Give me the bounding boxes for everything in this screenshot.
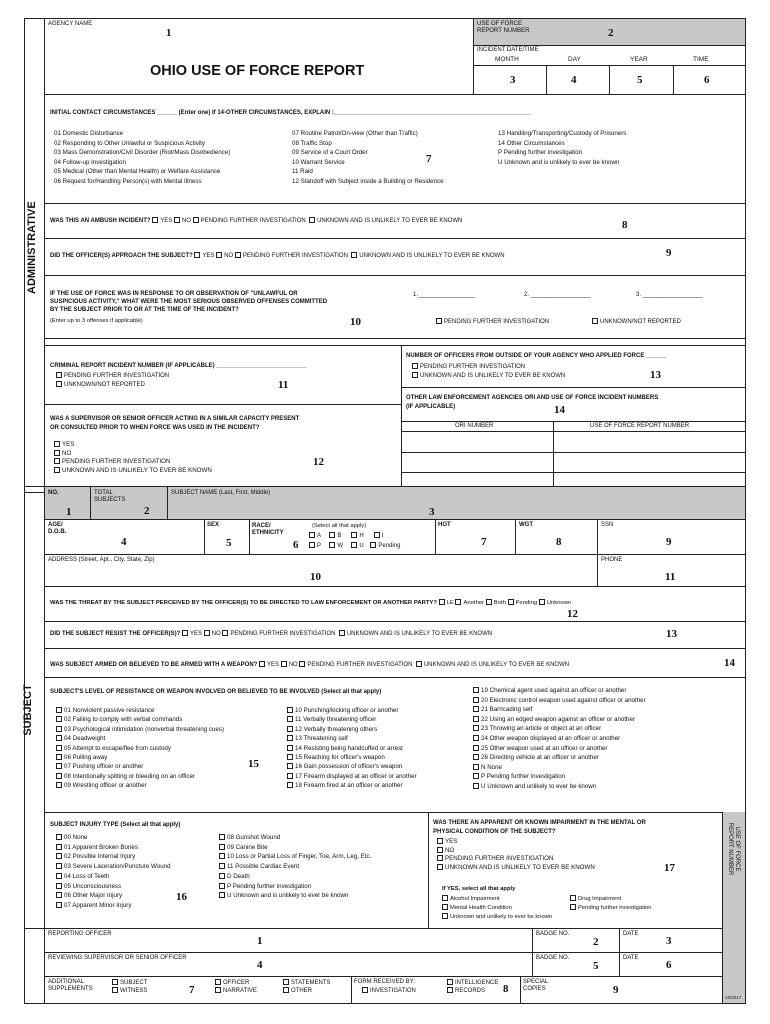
impair-no-checkbox[interactable] [437,847,443,853]
age-dob-label: AGE/ D.O.B. [48,522,67,535]
special-copies-field[interactable]: 9 [613,984,619,996]
reviewing-supervisor-field[interactable]: 4 [257,959,263,971]
injury-option-checkbox[interactable] [56,902,62,908]
armed-pending-checkbox[interactable] [299,661,305,667]
height-label: HGT [438,522,451,528]
impair-sub-pending-checkbox[interactable] [570,904,576,910]
resistance-option-checkbox[interactable] [56,726,62,732]
race-field-number: 6 [293,539,299,551]
approach-no-checkbox[interactable] [216,252,222,258]
outside-field-number: 13 [650,369,661,381]
impair-pending-checkbox[interactable] [437,855,443,861]
recv-intelligence-checkbox[interactable] [447,979,453,985]
offenses-pending-checkbox[interactable] [436,318,442,324]
resistance-option-checkbox[interactable] [287,716,293,722]
resistance-option-checkbox[interactable] [473,706,479,712]
resistance-option-checkbox[interactable] [473,745,479,751]
resistance-field-number: 15 [248,758,259,770]
supplements-field-number: 7 [189,984,195,996]
outside-pending-checkbox[interactable] [412,363,418,369]
threat-pending-checkbox[interactable] [508,599,514,605]
race-h-checkbox[interactable] [351,532,357,538]
impairment-question-2: PHYSICAL CONDITION OF THE SUBJECT? [433,829,556,835]
outside-unknown-checkbox[interactable] [412,372,418,378]
supp-narrative-checkbox[interactable] [215,987,221,993]
weight-label: WGT [519,522,533,528]
badge-no-field[interactable]: 2 [593,936,599,948]
ambush-pending-checkbox[interactable] [193,217,199,223]
month-label: MONTH [495,56,519,63]
impairment-field-number: 17 [664,862,675,874]
criminal-report-label: CRIMINAL REPORT INCIDENT NUMBER (IF APPLICABLE) ___________________________ [50,363,307,369]
impairment-sub-drug: Drug Impairment [570,895,621,903]
resistance-option-checkbox[interactable] [473,735,479,741]
weight-field[interactable]: 8 [556,536,562,548]
recv-intelligence: INTELLIGENCE [447,979,498,987]
date-label: DATE [623,931,639,937]
resist-no-checkbox[interactable] [204,630,210,636]
reviewer-badge-label: BADGE NO. [536,955,570,961]
side-uof-report-number: USE OF FORCE REPORT NUMBER [727,822,740,876]
subject-no-label: NO. [48,490,59,496]
year-label: YEAR [630,56,648,63]
injury-label: SUBJECT INJURY TYPE (Select all that apply) [50,822,181,828]
mental-health-checkbox[interactable] [442,904,448,910]
height-field[interactable]: 7 [481,536,487,548]
supp-officer: OFFICER [215,979,249,987]
supervisor-pending-checkbox[interactable] [54,458,60,464]
additional-supplements-label: ADDITIONAL SUPPLEMENTS [48,979,93,992]
impairment-sub-row2: Mental Health Condition [442,904,512,912]
uof-report-header: USE OF FORCE REPORT NUMBER [590,423,690,429]
race-options-row1: A B H I [309,532,383,540]
outside-unknown: UNKNOWN AND IS UNLIKELY TO EVER BE KNOWN [412,372,565,380]
form-received-label: FORM RECEIVED BY: [354,979,416,985]
injury-option-checkbox[interactable] [219,892,225,898]
injury-field-number: 16 [176,891,187,903]
reporting-officer-field[interactable]: 1 [257,935,263,947]
supp-statements-checkbox[interactable] [283,979,289,985]
resistance-option-checkbox[interactable] [56,745,62,751]
threat-field-number: 12 [567,608,578,620]
resistance-col1: 01 Nonviolent passive resistance 02 Failing to comply with verbal commands 03 Psychological intimidation (nonverbal threatening cues) 04 Deadweight 05 Attempt to escape/flee from custody 06 Pulling away 07 Pushing officer or another 08 Intentionally spitting or bleeding on an officer 09 Wrestling officer or another [56,706,224,791]
injury-option-checkbox[interactable] [219,883,225,889]
subject-name-field[interactable]: 3 [429,506,435,518]
uof-number-field[interactable]: 2 [608,27,614,39]
impairment-options: YES NO PENDING FURTHER INVESTIGATION UNKNOWN AND IS UNLIKELY TO EVER BE KNOWN [437,838,595,872]
threat-question: WAS THE THREAT BY THE SUBJECT PERCEIVED BY THE OFFICER(S) TO BE DIRECTED TO LAW ENFORCEMENT OR ANOTHER PARTY? LE Another Both Pending Unknown [50,600,572,606]
phone-field[interactable]: 11 [665,571,676,583]
race-b-checkbox[interactable] [329,532,335,538]
agency-name-label: AGENCY NAME [48,21,93,27]
other-le-field-number: 14 [554,404,565,416]
supp-other: OTHER [283,987,312,995]
initial-contact-label: INITIAL CONTACT CIRCUMSTANCES ______ (Enter one) If 14-OTHER CIRCUMSTANCES, EXPLAIN :___________________________________________________________ [50,110,531,116]
resistance-option-checkbox[interactable] [287,726,293,732]
approach-field-number: 9 [666,247,672,259]
supervisor-field-number: 12 [313,456,324,468]
injury-option-checkbox[interactable] [56,844,62,850]
race-w-checkbox[interactable] [329,542,335,548]
reviewer-date-field[interactable]: 6 [666,959,672,971]
initial-col1: 01 Domestic Disturbance 02 Responding to Other Unlawful or Suspicious Activity 03 Mass Demonstration/Civil Disorder (Riot/Mass Disobedience) 04 Follow-up Investigation 05 Medical (Other than Mental Health) or Welfare Assistance 06 Request for/Handling Person(s) with Mental Illness [54,130,231,185]
offense-3-field[interactable]: 3. __________________ [636,292,703,298]
supp-subject-checkbox[interactable] [112,979,118,985]
injury-option-checkbox[interactable] [219,863,225,869]
age-dob-field[interactable]: 4 [121,536,127,548]
injury-option-checkbox[interactable] [219,873,225,879]
armed-yes-checkbox[interactable] [259,661,265,667]
supp-officer-checkbox[interactable] [215,979,221,985]
resistance-option-checkbox[interactable] [287,754,293,760]
ori-number-header: ORI NUMBER [455,423,494,429]
supervisor-question: WAS A SUPERVISOR OR SENIOR OFFICER ACTING IN A SIMILAR CAPACITY PRESENT [50,416,300,422]
initial-col3: 13 Handling/Transporting/Custody of Prisoners 14 Other Circumstances P Pending further investigation U Unknown and is unlikely to ever be known [498,130,627,166]
resistance-label: SUBJECT'S LEVEL OF RESISTANCE OR WEAPON INVOLVED OR BELIEVED TO BE INVOLVED (Select all that apply) [50,689,382,695]
impairment-sub-pending: Pending further investigation [570,904,651,912]
armed-question: WAS SUBJECT ARMED OR BELIEVED TO BE ARMED WITH A WEAPON? YES NO PENDING FURTHER INVESTIGATION UNKNOWN AND IS UNLIKELY TO EVER BE KNOWN [50,662,570,668]
race-i-checkbox[interactable] [374,532,380,538]
subject-no-field[interactable]: 1 [66,506,72,518]
offenses-question: IF THE USE OF FORCE WAS IN RESPONSE TO OR OBSERVATION OF "UNLAWFUL OR [50,291,298,297]
criminal-field-number: 11 [278,379,289,391]
alcohol-checkbox[interactable] [442,895,448,901]
injury-option-checkbox[interactable] [56,863,62,869]
resistance-option-checkbox[interactable] [473,687,479,693]
offenses-pending: PENDING FURTHER INVESTIGATION [436,318,549,326]
special-copies-label: SPECIAL COPIES [523,979,549,992]
threat-le-checkbox[interactable] [439,599,445,605]
resistance-col2: 10 Punching/kicking officer or another 11 Verbally threatening officer 12 Verbally threatening others 13 Threatening self 14 Resisting being handcuffed or arrest 15 Reaching for officer's weapon 16 Gain possession of officer's weapon 17 Firearm displayed at an officer or another 18 Firearm fired at an officer or another [287,706,417,791]
supervisor-yes-checkbox[interactable] [54,441,60,447]
criminal-pending-checkbox[interactable] [56,372,62,378]
page-title: OHIO USE OF FORCE REPORT [150,63,365,79]
ssn-field[interactable]: 9 [666,536,672,548]
time-label: TIME [693,56,709,63]
resistance-option-checkbox[interactable] [473,783,479,789]
month-field[interactable]: 3 [510,74,516,86]
impair-sub-unknown-checkbox[interactable] [442,913,448,919]
criminal-pending: PENDING FURTHER INVESTIGATION [56,372,169,380]
criminal-unknown: UNKNOWN/NOT REPORTED [56,381,145,389]
reporting-officer-label: REPORTING OFFICER [48,931,112,937]
injury-col1: 00 None 01 Apparent Broken Bones 02 Possible Internal Injury 03 Severe Laceration/Puncture Wound 04 Loss of Teeth 05 Unconsciousness 06 Other Major Injury 07 Apparent Minor Injury [56,833,171,911]
offenses-unknown-checkbox[interactable] [592,318,598,324]
supp-witness: WITNESS [112,987,147,995]
total-subjects-field[interactable]: 2 [144,505,150,517]
resistance-option-checkbox[interactable] [473,754,479,760]
impairment-ifyes-label: If YES, select all that apply [442,886,516,892]
offenses-question-3: BY THE SUBJECT PRIOR TO OR AT THE TIME OF THE INCIDENT? [50,307,239,313]
resistance-option-checkbox[interactable] [287,773,293,779]
race-note: (Select all that apply) [312,523,367,529]
reviewer-badge-field[interactable]: 5 [593,960,599,972]
race-label: RACE/ ETHNICITY [252,523,284,536]
resistance-option-checkbox[interactable] [473,697,479,703]
supervisor-question-2: OR CONSULTED PRIOR TO WHEN FORCE WAS USED IN THE INCIDENT? [50,425,260,431]
injury-option-checkbox[interactable] [219,834,225,840]
ambush-yes-checkbox[interactable] [152,217,158,223]
recv-records-checkbox[interactable] [447,987,453,993]
supervisor-options: YES NO PENDING FURTHER INVESTIGATION UNKNOWN AND IS UNLIKELY TO EVER BE KNOWN [54,441,212,475]
uof-number-label: USE OF FORCE REPORT NUMBER [477,21,530,34]
resist-yes-checkbox[interactable] [182,630,188,636]
offenses-note: (Enter up to 3 offenses if applicable) [50,318,143,324]
resistance-option-checkbox[interactable] [56,773,62,779]
sex-label: SEX [207,522,220,528]
resistance-option-checkbox[interactable] [473,773,479,779]
supp-subject: SUBJECT [112,979,147,987]
resistance-option-checkbox[interactable] [56,735,62,741]
supp-narrative: NARRATIVE [215,987,257,995]
other-le-label: OTHER LAW ENFORCEMENT AGENCIES ORI AND USE OF FORCE INCIDENT NUMBERS [406,395,659,401]
race-p-checkbox[interactable] [309,542,315,548]
supp-other-checkbox[interactable] [283,987,289,993]
resistance-option-checkbox[interactable] [56,707,62,713]
offenses-unknown: UNKNOWN/NOT REPORTED [592,318,681,326]
injury-option-checkbox[interactable] [56,834,62,840]
threat-another-checkbox[interactable] [455,599,461,605]
other-le-label-2: (IF APPLICABLE) [406,404,456,410]
resistance-option-checkbox[interactable] [56,716,62,722]
resistance-option-checkbox[interactable] [473,725,479,731]
total-subjects-label: TOTAL SUBJECTS [94,490,126,503]
address-field[interactable]: 10 [310,571,321,583]
resistance-col3: 19 Chemical agent used against an officer or another 20 Electronic control weapon used against officer or another 21 Barricading self 22 Using an edged weapon against an officer or another 23 Throwing an article or object at an officer 24 Other weapon displayed at an officer or another 25 Other weapon used at an officer or another 26 Directing vehicle at an officer or another N None P Pending further investigation U Unknown and unlikely to ever be known [473,686,646,792]
day-field[interactable]: 4 [571,74,577,86]
injury-option-checkbox[interactable] [56,883,62,889]
time-field[interactable]: 6 [704,74,710,86]
approach-pending-checkbox[interactable] [235,252,241,258]
supp-witness-checkbox[interactable] [112,987,118,993]
offenses-field-number: 10 [350,316,361,328]
sex-field[interactable]: 5 [226,537,232,549]
recv-investigation: INVESTIGATION [362,987,416,995]
resist-pending-checkbox[interactable] [222,630,228,636]
impair-unknown-checkbox[interactable] [437,864,443,870]
reviewing-supervisor-label: REVIEWING SUPERVISOR OR SENIOR OFFICER [48,955,187,961]
drug-checkbox[interactable] [570,895,576,901]
injury-option-checkbox[interactable] [219,853,225,859]
reviewer-date-label: DATE [623,955,639,961]
resistance-option-checkbox[interactable] [287,782,293,788]
ambush-field-number: 8 [622,219,628,231]
resistance-option-checkbox[interactable] [287,707,293,713]
year-field[interactable]: 5 [637,74,643,86]
threat-unknown-checkbox[interactable] [539,599,545,605]
supervisor-no-checkbox[interactable] [54,450,60,456]
resist-field-number: 13 [666,628,677,640]
offense-1-field[interactable]: 1._________________ [413,292,475,298]
resist-unknown-checkbox[interactable] [339,630,345,636]
approach-question: DID THE OFFICER(S) APPROACH THE SUBJECT? YES NO PENDING FURTHER INVESTIGATION UNKNOWN AND IS UNLIKELY TO EVER BE KNOWN [50,253,505,259]
resistance-option-checkbox[interactable] [56,754,62,760]
injury-option-checkbox[interactable] [56,873,62,879]
threat-both-checkbox[interactable] [486,599,492,605]
impairment-sub-row1: Alcohol Impairment [442,895,500,903]
armed-field-number: 14 [724,657,735,669]
initial-contact-field[interactable]: 7 [426,153,432,165]
outside-pending: PENDING FURTHER INVESTIGATION [412,363,525,371]
impairment-sub-row3: Unknown and unlikely to ever be known [442,913,552,921]
initial-col2: 07 Routine Patrol/On-view (Other than Traffic) 08 Traffic Stop 09 Service of a Court Order 10 Warrant Service 11 Raid 12 Standoff with Subject inside a Building or Residence [292,130,444,185]
side-label-subject: SUBJECT [22,684,34,736]
revision-date: 12/2017 [725,995,742,1000]
address-label: ADDRESS (Street, Apt., City, State, Zip) [48,557,155,563]
impairment-question: WAS THERE AN APPARENT OR KNOWN IMPAIRMENT IN THE MENTAL OR [433,820,646,826]
injury-col2: 08 Gunshot Wound 09 Canine Bite 10 Loss or Partial Loss of Finger, Toe, Arm, Leg, Etc. 11 Possible Cardiac Event D Death P Pending further investigation U Unknown and is unlikely to ever be known [219,833,371,901]
ambush-unknown-checkbox[interactable] [309,217,315,223]
injury-option-checkbox[interactable] [56,853,62,859]
injury-option-checkbox[interactable] [56,892,62,898]
ssn-label: SSN [601,522,614,528]
resistance-option-checkbox[interactable] [56,782,62,788]
race-options-row2: P W U Pending [309,542,400,550]
criminal-unknown-checkbox[interactable] [56,381,62,387]
phone-label: PHONE [601,557,623,563]
resist-question: DID THE SUBJECT RESIST THE OFFICER(S)? YES NO PENDING FURTHER INVESTIGATION UNKNOWN AND IS UNLIKELY TO EVER BE KNOWN [50,631,493,637]
side-label-administrative: ADMINISTRATIVE [26,201,38,294]
resistance-option-checkbox[interactable] [473,764,479,770]
recv-investigation-checkbox[interactable] [362,987,368,993]
ambush-question: WAS THIS AN AMBUSH INCIDENT? YES NO PENDING FURTHER INVESTIGATION UNKNOWN AND IS UNLIKELY TO EVER BE KNOWN [50,218,463,224]
impair-yes-checkbox[interactable] [437,838,443,844]
agency-name-field-number[interactable]: 1 [166,27,172,39]
recv-records: RECORDS [447,987,485,995]
injury-option-checkbox[interactable] [219,844,225,850]
outside-officers-label: NUMBER OF OFFICERS FROM OUTSIDE OF YOUR AGENCY WHO APPLIED FORCE ______ [406,353,667,359]
offense-2-field[interactable]: 2. __________________ [524,292,591,298]
race-u-checkbox[interactable] [351,542,357,548]
resistance-option-checkbox[interactable] [56,763,62,769]
badge-no-label: BADGE NO. [536,931,570,937]
armed-unknown-checkbox[interactable] [416,661,422,667]
resistance-option-checkbox[interactable] [473,716,479,722]
day-label: DAY [568,56,581,63]
resistance-option-checkbox[interactable] [287,745,293,751]
race-a-checkbox[interactable] [309,532,315,538]
incident-date-label: INCIDENT DATE/TIME [477,47,539,53]
approach-yes-checkbox[interactable] [194,252,200,258]
form-received-field-number: 8 [503,983,509,995]
resistance-option-checkbox[interactable] [287,735,293,741]
subject-name-label: SUBJECT NAME (Last, First, Middle) [171,490,271,496]
offenses-question-2: SUSPICIOUS ACTIVITY," WHAT WERE THE MOST SERIOUS OBSERVED OFFENSES COMMITTED [50,299,328,305]
supp-statements: STATEMENTS [283,979,330,987]
armed-no-checkbox[interactable] [281,661,287,667]
resistance-option-checkbox[interactable] [287,763,293,769]
race-pending-checkbox[interactable] [370,542,376,548]
date-field[interactable]: 3 [666,935,672,947]
approach-unknown-checkbox[interactable] [351,252,357,258]
supervisor-unknown-checkbox[interactable] [54,467,60,473]
ambush-no-checkbox[interactable] [174,217,180,223]
